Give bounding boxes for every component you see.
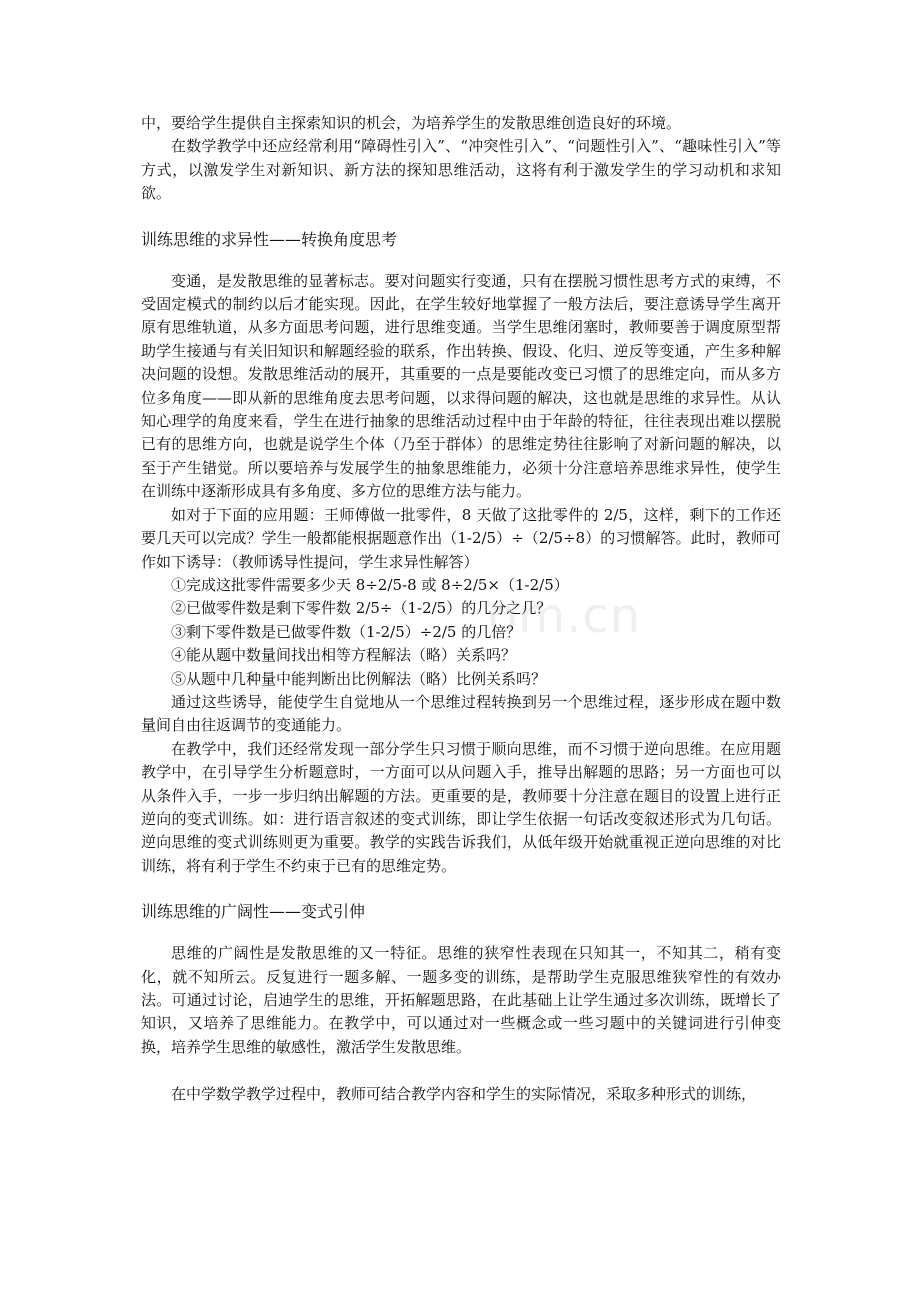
paragraph: 思维的广阔性是发散思维的又一特征。思维的狭窄性表现在只知其一，不知其二，稍有变化，就不知所云。反复进行一题多解、一题多变的训练，是帮助学生克服思维狭窄性的有效办法。可通过讨论，启迪学生的思维，开拓解题思路，在此基础上让学生通过多次训练，既增长了知识，又培养了思维能力。在教学中，可以通过对一些概念或一些习题中的关键词进行引伸变换，培养学生思维的敏感性，激活学生发散思维。 (141, 944, 781, 1056)
paragraph: ④能从题中数量间找出相等方程解法（略）关系吗？ (171, 646, 517, 665)
paragraph: 变通，是发散思维的显著标志。要对问题实行变通，只有在摆脱习惯性思考方式的束缚，不受固定模式的制约以后才能实现。因此，在学生较好地掌握了一般方法后，要注意诱导学生离开原有思维轨道，从多方面思考问题，进行思维变通。当学生思维闭塞时，教师要善于调度原型帮助学生接通与有关旧知识和解题经验的联系，作出转换、假设、化归、逆反等变通，产生多种解决问题的设想。发散思维活动的展开，其重要的一点是要能改变已习惯了的思维定向，而从多方位多角度——即从新的思维角度去思考问题，以求得问题的解决，这也就是思维的求异性。从认知心理学的角度来看，学生在进行抽象的思维活动过程中由于年龄的特征，往往表现出难以摆脱已有的思维方向，也就是说学生个体（乃至于群体）的思维定势往往影响了对新问题的解决，以至于产生错觉。所以要培养与发展学生的抽象思维能力，必须十分注意培养思维求异性，使学生在训练中逐渐形成具有多角度、多方位的思维方法与能力。 (141, 271, 781, 501)
section-heading: 训练思维的求异性——转换角度思考 (141, 229, 398, 249)
spacer (141, 206, 781, 228)
paragraph: ③剩下零件数是已做零件数（1-2/5）÷2/5 的几倍？ (171, 622, 522, 641)
paragraph: 在数学教学中还应经常利用“障碍性引入”、“冲突性引入”、“问题性引入”、“趣味性引入”等方式，以激发学生对新知识、新方法的探知思维活动，这将有利于激发学生的学习动机和求知欲。 (141, 137, 781, 203)
paragraph: ②已做零件数是剩下零件数 2/5÷（1-2/5）的几分之几？ (171, 599, 552, 618)
spacer (141, 252, 781, 270)
spacer (141, 878, 781, 900)
watermark: om.cn (488, 588, 642, 644)
paragraph: 在教学中，我们还经常发现一部分学生只习惯于顺向思维，而不习惯于逆向思维。在应用题教学中，在引导学生分析题意时，一方面可以从问题入手，推导出解题的思路；另一方面也可以从条件入手，一步一步归纳出解题的方法。更重要的是，教师要十分注意在题目的设置上进行正逆向的变式训练。如：进行语言叙述的变式训练，即让学生依据一句话改变叙述形式为几句话。逆向思维的变式训练则更为重要。教学的实践告诉我们，从低年级开始就重视正逆向思维的对比训练，将有利于学生不约束于已有的思维定势。 (141, 739, 781, 875)
section-heading: 训练思维的广阔性——变式引伸 (141, 902, 366, 922)
paragraph: 中，要给学生提供自主探索知识的机会，为培养学生的发散思维创造良好的环境。 (141, 114, 682, 132)
document-body (141, 112, 781, 1107)
spacer (141, 924, 781, 942)
paragraph: ⑤从题中几种量中能判断出比例解法（略）比例关系吗？ (171, 669, 547, 688)
paragraph: 如对于下面的应用题：王师傅做一批零件，8 天做了这批零件的 2/5，这样，剩下的工作还要几天可以完成？学生一般都能根据题意作出（1-2/5）÷（2/5÷8）的习惯解答。此时，教师可作如下诱导：（教师诱导性提问，学生求异性解答） (141, 505, 781, 571)
paragraph: 在中学数学教学过程中，教师可结合教学内容和学生的实际情况，采取多种形式的训练， (171, 1085, 757, 1104)
paragraph: 通过这些诱导，能使学生自觉地从一个思维过程转换到另一个思维过程，逐步形成在题中数量间自由往返调节的变通能力。 (141, 692, 781, 735)
spacer (141, 1059, 781, 1083)
paragraph: ①完成这批零件需要多少天 8÷2/5-8 或 8÷2/5×（1-2/5） (171, 575, 569, 594)
